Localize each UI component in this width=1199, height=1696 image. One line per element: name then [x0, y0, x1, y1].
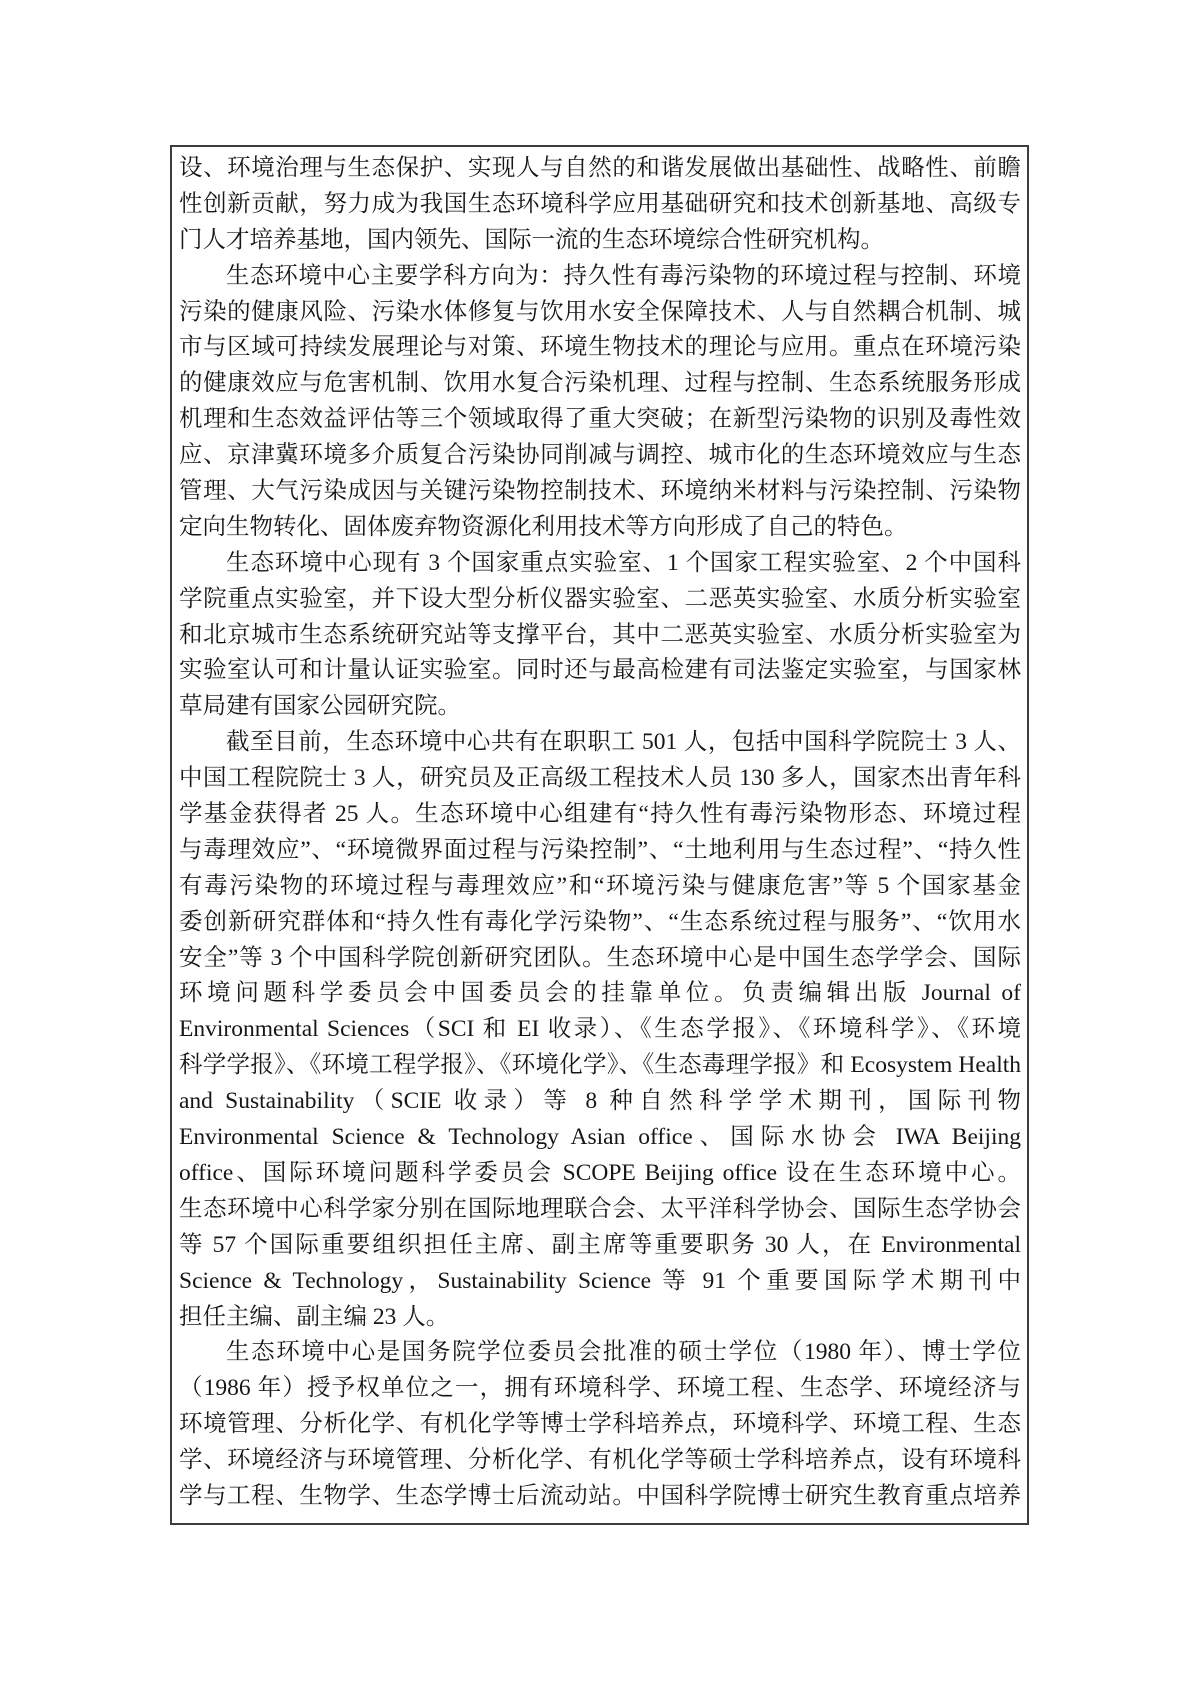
text-line: 设、环境治理与生态保护、实现人与自然的和谐发展做出基础性、战略性、前瞻	[179, 155, 1021, 181]
text-line: 应、京津冀环境多介质复合污染协同削减与调控、城市化的生态环境效应与生态	[179, 442, 1021, 469]
text-line: 环境问题科学委员会中国委员会的挂靠单位。负责编辑出版 Journal of	[179, 980, 1021, 1007]
text-line: 门人才培养基地，国内领先、国际一流的生态环境综合性研究机构。	[179, 226, 884, 253]
text-line: Environmental Science & Technology Asian office、国际水协会 IWA Beijing	[179, 1124, 1021, 1151]
text-line: 学、环境经济与环境管理、分析化学、有机化学等硕士学科培养点，设有环境科	[179, 1447, 1021, 1474]
text-line: 安全”等 3 个中国科学院创新研究团队。生态环境中心是中国生态学学会、国际	[179, 944, 1021, 971]
paragraph	[179, 725, 1021, 1335]
text-line: 草局建有国家公园研究院。	[179, 693, 461, 720]
text-line: 实验室认可和计量认证实验室。同时还与最高检建有司法鉴定实验室，与国家林	[179, 657, 1021, 684]
text-line: 学院重点实验室，并下设大型分析仪器实验室、二恶英实验室、水质分析实验室	[179, 585, 1021, 612]
text-line: 有毒污染物的环境过程与毒理效应”和“环境污染与健康危害”等 5 个国家基金	[179, 872, 1021, 899]
text-line: 的健康效应与危害机制、饮用水复合污染机理、过程与控制、生态系统服务形成	[179, 370, 1021, 397]
text-line: office、国际环境问题科学委员会 SCOPE Beijing office 设在生态环境中心。	[179, 1159, 1021, 1186]
text-line: 机理和生态效益评估等三个领域取得了重大突破；在新型污染物的识别及毒性效	[179, 406, 1021, 433]
text-line: （1986 年）授予权单位之一，拥有环境科学、环境工程、生态学、环境经济与	[179, 1375, 1021, 1402]
text-line: and Sustainability（SCIE 收录）等 8 种自然科学学术期刊，国际刊物	[179, 1088, 1021, 1115]
text-line: 截至目前，生态环境中心共有在职职工 501 人，包括中国科学院院士 3 人、	[226, 729, 1021, 756]
text-line: 市与区域可持续发展理论与对策、环境生物技术的理论与应用。重点在环境污染	[179, 334, 1021, 361]
text-line: Science & Technology，Sustainability Science 等 91 个重要国际学术期刊中	[179, 1267, 1021, 1294]
text-line: 污染的健康风险、污染水体修复与饮用水安全保障技术、人与自然耦合机制、城	[179, 298, 1021, 325]
text-line: 委创新研究群体和“持久性有毒化学污染物”、“生态系统过程与服务”、“饮用水	[179, 908, 1021, 935]
text-line: 学基金获得者 25 人。生态环境中心组建有“持久性有毒污染物形态、环境过程	[179, 801, 1021, 828]
text-line: 生态环境中心主要学科方向为：持久性有毒污染物的环境过程与控制、环境	[226, 262, 1021, 289]
text-line: 环境管理、分析化学、有机化学等博士学科培养点，环境科学、环境工程、生态	[179, 1411, 1021, 1438]
text-line: 学与工程、生物学、生态学博士后流动站。中国科学院博士研究生教育重点培养	[179, 1482, 1021, 1509]
text-line: 管理、大气污染成因与关键污染物控制技术、环境纳米材料与污染控制、污染物	[179, 478, 1021, 505]
paragraph	[179, 546, 1021, 725]
text-line: 定向生物转化、固体废弃物资源化利用技术等方向形成了自己的特色。	[179, 513, 908, 540]
paragraph	[179, 1335, 1021, 1514]
paragraph	[179, 259, 1021, 546]
text-line: Environmental Sciences（SCI 和 EI 收录）、《生态学报》、《环境科学》、《环境	[179, 1016, 1021, 1043]
text-line: 生态环境中心现有 3 个国家重点实验室、1 个国家工程实验室、2 个中国科	[226, 549, 1021, 576]
text-line: 等 57 个国际重要组织担任主席、副主席等重要职务 30 人，在 Environmental	[179, 1231, 1021, 1258]
text-line: 科学学报》、《环境工程学报》、《环境化学》、《生态毒理学报》和 Ecosystem Health	[179, 1052, 1021, 1079]
text-line: 生态环境中心科学家分别在国际地理联合会、太平洋科学协会、国际生态学协会	[179, 1195, 1021, 1222]
text-line: 生态环境中心是国务院学位委员会批准的硕士学位（1980 年）、博士学位	[226, 1339, 1021, 1366]
text-line: 和北京城市生态系统研究站等支撑平台，其中二恶英实验室、水质分析实验室为	[179, 621, 1021, 648]
paragraph	[179, 151, 1021, 259]
text-line: 与毒理效应”、“环境微界面过程与污染控制”、“土地利用与生态过程”、“持久性	[179, 836, 1021, 863]
document-table-cell	[170, 145, 1029, 1525]
text-line: 性创新贡献，努力成为我国生态环境科学应用基础研究和技术创新基地、高级专	[179, 190, 1021, 217]
text-line: 担任主编、副主编 23 人。	[179, 1303, 450, 1330]
text-line: 中国工程院院士 3 人，研究员及正高级工程技术人员 130 多人，国家杰出青年科	[179, 765, 1021, 792]
